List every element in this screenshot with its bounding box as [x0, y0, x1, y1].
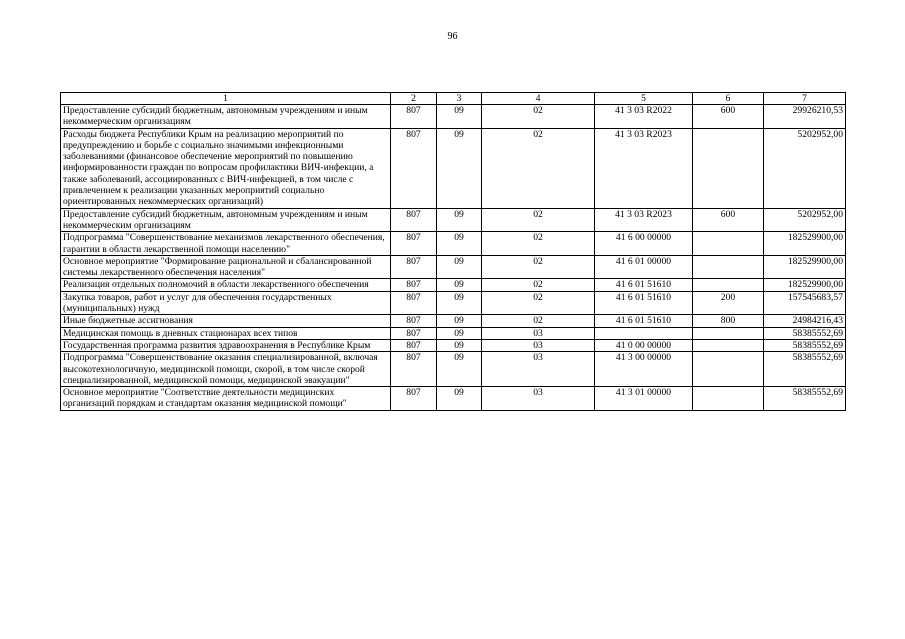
expense-type-code [693, 352, 764, 387]
section-code: 09 [437, 255, 482, 279]
expense-type-code [693, 255, 764, 279]
subsection-code: 02 [482, 105, 595, 129]
ministry-code: 807 [391, 279, 437, 291]
amount: 24984216,43 [764, 315, 846, 327]
amount: 58385552,69 [764, 327, 846, 339]
expense-type-code [693, 387, 764, 411]
subsection-code: 02 [482, 255, 595, 279]
table-row [61, 105, 846, 129]
target-article-code: 41 3 03 R2022 [595, 105, 693, 129]
column-header: 2 [391, 93, 437, 105]
item-name: Предоставление субсидий бюджетным, автономным учреждениям и иным некоммерческим организациям [61, 105, 391, 129]
subsection-code: 02 [482, 128, 595, 208]
expense-type-code [693, 327, 764, 339]
target-article-code: 41 6 01 51610 [595, 291, 693, 315]
expense-type-code [693, 232, 764, 256]
expense-type-code [693, 339, 764, 351]
amount: 58385552,69 [764, 352, 846, 387]
section-code: 09 [437, 387, 482, 411]
ministry-code: 807 [391, 105, 437, 129]
item-name: Подпрограмма "Совершенствование механизмов лекарственного обеспечения, гарантии в области лекарственной помощи населению" [61, 232, 391, 256]
column-header: 4 [482, 93, 595, 105]
section-code: 09 [437, 291, 482, 315]
subsection-code: 03 [482, 327, 595, 339]
budget-table [60, 92, 846, 411]
expense-type-code [693, 279, 764, 291]
item-name: Расходы бюджета Республики Крым на реализацию мероприятий по предупреждению и борьбе с социально значимыми инфекционными заболеваниями (финансовое обеспечение мероприятий по повышению информированности граждан по вопросам профилактики ВИЧ-инфекции, а также заболеваний, ассоциированных с ВИЧ-инфекцией, в том числе с привлечением к реализации указанных мероприятий социально ориентированных некоммерческих организаций) [61, 128, 391, 208]
column-header: 3 [437, 93, 482, 105]
subsection-code: 02 [482, 208, 595, 232]
item-name: Государственная программа развития здравоохранения в Республике Крым [61, 339, 391, 351]
target-article-code: 41 6 01 51610 [595, 315, 693, 327]
ministry-code: 807 [391, 255, 437, 279]
section-code: 09 [437, 339, 482, 351]
column-header: 5 [595, 93, 693, 105]
subsection-code: 03 [482, 339, 595, 351]
ministry-code: 807 [391, 339, 437, 351]
table-row [61, 128, 846, 208]
column-header: 7 [764, 93, 846, 105]
item-name: Основное мероприятие "Соответствие деятельности медицинских организаций порядкам и стандартам оказания медицинской помощи" [61, 387, 391, 411]
amount: 182529900,00 [764, 255, 846, 279]
section-code: 09 [437, 128, 482, 208]
expense-type-code: 600 [693, 105, 764, 129]
item-name: Иные бюджетные ассигнования [61, 315, 391, 327]
ministry-code: 807 [391, 291, 437, 315]
section-code: 09 [437, 315, 482, 327]
subsection-code: 02 [482, 232, 595, 256]
item-name: Подпрограмма "Совершенствование оказания специализированной, включая высокотехнологичную, медицинской помощи, скорой, в том числе скорой специализированной, медицинской помощи, медицинской эвакуации" [61, 352, 391, 387]
table-header-row [61, 93, 846, 105]
amount: 157545683,57 [764, 291, 846, 315]
expense-type-code [693, 128, 764, 208]
page-number: 96 [447, 31, 458, 42]
section-code: 09 [437, 208, 482, 232]
expense-type-code: 200 [693, 291, 764, 315]
item-name: Закупка товаров, работ и услуг для обеспечения государственных (муниципальных) нужд [61, 291, 391, 315]
subsection-code: 02 [482, 291, 595, 315]
target-article-code: 41 0 00 00000 [595, 339, 693, 351]
section-code: 09 [437, 352, 482, 387]
table-row [61, 315, 846, 327]
target-article-code: 41 6 01 51610 [595, 279, 693, 291]
table-row [61, 255, 846, 279]
subsection-code: 03 [482, 387, 595, 411]
amount: 5202952,00 [764, 208, 846, 232]
amount: 29926210,53 [764, 105, 846, 129]
amount: 182529900,00 [764, 279, 846, 291]
target-article-code [595, 327, 693, 339]
table-row [61, 279, 846, 291]
item-name: Предоставление субсидий бюджетным, автономным учреждениям и иным некоммерческим организациям [61, 208, 391, 232]
amount: 58385552,69 [764, 339, 846, 351]
item-name: Основное мероприятие "Формирование рациональной и сбалансированной системы лекарственного обеспечения населения" [61, 255, 391, 279]
section-code: 09 [437, 105, 482, 129]
column-header: 1 [61, 93, 391, 105]
ministry-code: 807 [391, 352, 437, 387]
section-code: 09 [437, 279, 482, 291]
amount: 58385552,69 [764, 387, 846, 411]
target-article-code: 41 6 01 00000 [595, 255, 693, 279]
table-row [61, 339, 846, 351]
table-row [61, 352, 846, 387]
column-header: 6 [693, 93, 764, 105]
subsection-code: 02 [482, 279, 595, 291]
ministry-code: 807 [391, 128, 437, 208]
table-row [61, 387, 846, 411]
table-row [61, 327, 846, 339]
ministry-code: 807 [391, 327, 437, 339]
ministry-code: 807 [391, 315, 437, 327]
target-article-code: 41 3 03 R2023 [595, 208, 693, 232]
amount: 182529900,00 [764, 232, 846, 256]
target-article-code: 41 3 00 00000 [595, 352, 693, 387]
subsection-code: 02 [482, 315, 595, 327]
item-name: Реализация отдельных полномочий в области лекарственного обеспечения [61, 279, 391, 291]
target-article-code: 41 3 01 00000 [595, 387, 693, 411]
target-article-code: 41 3 03 R2023 [595, 128, 693, 208]
section-code: 09 [437, 232, 482, 256]
subsection-code: 03 [482, 352, 595, 387]
table-row [61, 208, 846, 232]
section-code: 09 [437, 327, 482, 339]
item-name: Медицинская помощь в дневных стационарах всех типов [61, 327, 391, 339]
table-row [61, 291, 846, 315]
ministry-code: 807 [391, 208, 437, 232]
ministry-code: 807 [391, 387, 437, 411]
amount: 5202952,00 [764, 128, 846, 208]
table-row [61, 232, 846, 256]
expense-type-code: 800 [693, 315, 764, 327]
expense-type-code: 600 [693, 208, 764, 232]
target-article-code: 41 6 00 00000 [595, 232, 693, 256]
ministry-code: 807 [391, 232, 437, 256]
